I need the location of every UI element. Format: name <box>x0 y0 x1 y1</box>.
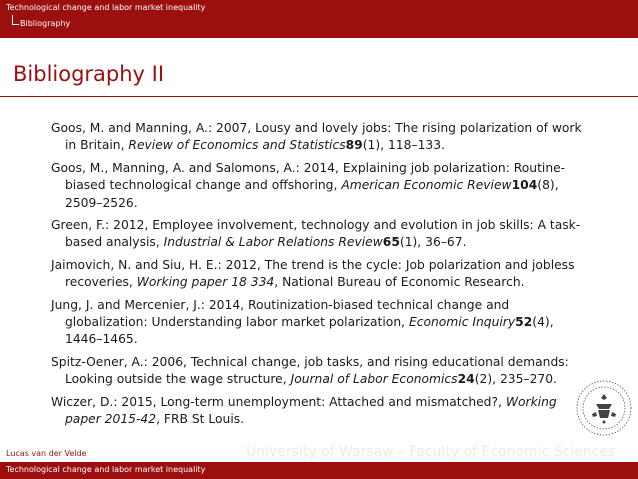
entry-journal: Working paper 2015-42 <box>65 394 557 427</box>
entry-pre: Wiczer, D.: 2015, Long-term unemployment: Attached and mismatched?, <box>51 394 506 409</box>
entry-post: (1), 36–67. <box>399 235 467 250</box>
footer-institute: University of Warsaw – Faculty of Economic Sciences <box>246 444 616 460</box>
entry-pre: Jaimovich, N. and Siu, H. E.: 2012, The trend is the cycle: Job polarization and jobless recoveries, <box>51 257 575 290</box>
bibliography-entry <box>51 354 583 389</box>
footer-bar <box>0 462 638 479</box>
bibliography-list <box>51 120 583 434</box>
entry-pre: Goos, M., Manning, A. and Salomons, A.: 2014, Explaining job polarization: Routine-biased technological change and offshoring, <box>51 160 566 193</box>
bibliography-entry <box>51 257 583 292</box>
footer-author: Lucas van der Velde <box>6 449 87 458</box>
entry-post: (2), 235–270. <box>474 372 557 387</box>
entry-vol: 24 <box>457 372 475 387</box>
university-seal-icon <box>574 378 634 438</box>
entry-vol: 104 <box>511 178 538 193</box>
entry-pre: Spitz-Oener, A.: 2006, Technical change, job tasks, and rising educational demands: Looking outside the wage structure, <box>51 354 569 387</box>
entry-journal: American Economic Review <box>341 178 512 193</box>
page-title: Bibliography II <box>13 62 165 86</box>
entry-post: (1), 118–133. <box>362 138 445 153</box>
entry-journal: Working paper 18 334 <box>136 275 275 290</box>
tree-connector-icon <box>12 15 19 25</box>
header-bar <box>0 0 638 38</box>
entry-pre: Goos, M. and Manning, A.: 2007, Lousy and lovely jobs: The rising polarization of work in Britain, <box>51 121 582 153</box>
header-section-title[interactable]: Technological change and labor market inequality <box>6 3 206 12</box>
bibliography-entry <box>51 394 583 429</box>
header-subsection-title[interactable]: Bibliography <box>20 19 71 28</box>
entry-pre: Jung, J. and Mercenier, J.: 2014, Routinization-biased technical change and globalization: Understanding labor market polarization, <box>51 297 510 330</box>
entry-journal: Review of Economics and Statistics <box>128 138 346 153</box>
entry-journal: Economic Inquiry <box>408 315 516 330</box>
bibliography-entry <box>51 217 583 252</box>
entry-vol: 52 <box>515 315 533 330</box>
entry-post: , National Bureau of Economic Research. <box>274 275 525 290</box>
bibliography-entry <box>51 120 583 155</box>
entry-journal: Journal of Labor Economics <box>290 372 458 387</box>
entry-pre: Green, F.: 2012, Employee involvement, technology and evolution in job skills: A task-based analysis, <box>51 218 581 250</box>
entry-post: , FRB St Louis. <box>156 412 245 427</box>
entry-vol: 65 <box>382 235 400 250</box>
entry-vol: 89 <box>345 138 363 153</box>
bibliography-entry <box>51 297 583 349</box>
title-divider <box>0 96 638 97</box>
entry-post: (8), 2509–2526. <box>65 178 559 210</box>
entry-journal: Industrial & Labor Relations Review <box>163 235 383 250</box>
footer-title: Technological change and labor market inequality <box>6 465 206 474</box>
entry-post: (4), 1446–1465. <box>65 315 554 347</box>
bibliography-entry <box>51 160 583 212</box>
